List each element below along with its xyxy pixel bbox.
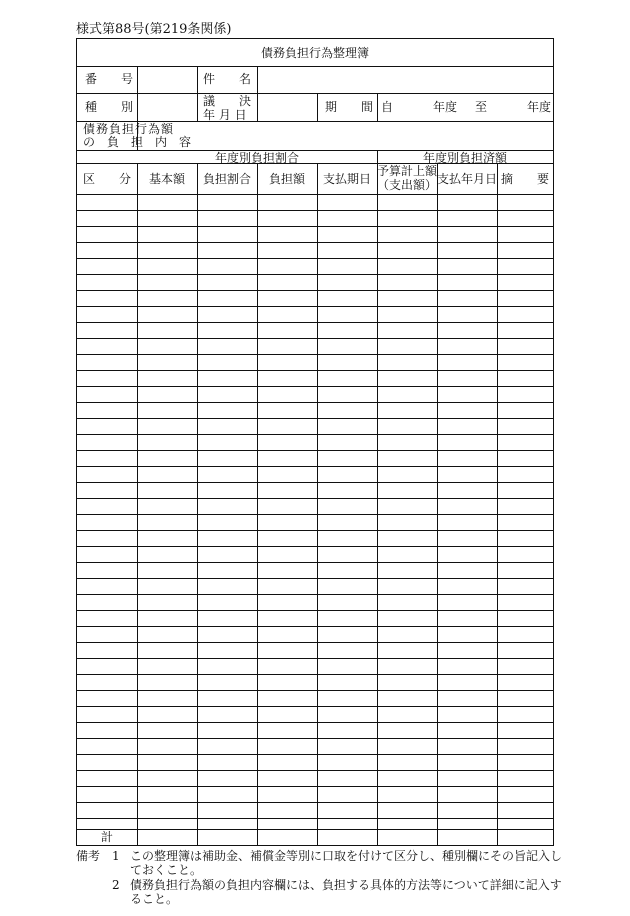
note-2-number: 2	[112, 878, 120, 892]
rule-title-bottom	[77, 66, 553, 67]
label-period: 期 間	[325, 100, 374, 114]
rule-total-top	[77, 829, 553, 830]
rule-number-bottom	[77, 93, 553, 94]
rule-row-37	[77, 802, 553, 803]
rule-row-23	[77, 578, 553, 579]
rule-row-20	[77, 530, 553, 531]
label-year-to: 年度	[527, 100, 552, 114]
rule-row-26	[77, 626, 553, 627]
rule-row-12	[77, 402, 553, 403]
rule-row-31	[77, 706, 553, 707]
col-due: 支払期日	[322, 172, 371, 186]
rule-row-34	[77, 754, 553, 755]
rule-row-22	[77, 562, 553, 563]
rule-row-35	[77, 770, 553, 771]
col-ratio: 負担割合	[202, 172, 251, 186]
rule-row-9	[77, 354, 553, 355]
notes-label: 備考	[76, 849, 101, 863]
rule-row-29	[77, 674, 553, 675]
rule-v-label2	[197, 66, 198, 121]
rule-v-value2	[257, 66, 258, 121]
note-1-line-1: この整理簿は補助金、補償金等別に口取を付けて区分し、種別欄にその旨記入し	[130, 849, 563, 863]
group-paid: 年度別負担済額	[422, 151, 507, 165]
label-content-1: 債務負担行為額	[83, 122, 175, 136]
label-type: 種 別	[85, 100, 134, 114]
rule-row-30	[77, 690, 553, 691]
col-remarks: 摘 要	[500, 172, 549, 186]
rule-row-32	[77, 722, 553, 723]
note-2-line-2: ること。	[130, 892, 179, 906]
label-number: 番 号	[85, 72, 134, 86]
col-paid-date: 支払年月日	[437, 172, 498, 186]
rule-row-7	[77, 322, 553, 323]
rule-row-25	[77, 610, 553, 611]
label-from: 自	[381, 100, 394, 114]
rule-row-5	[77, 290, 553, 291]
rule-row-28	[77, 658, 553, 659]
col-amount: 負担額	[268, 172, 305, 186]
label-year-from: 年度	[433, 100, 458, 114]
rule-row-6	[77, 306, 553, 307]
rule-v-period	[377, 93, 378, 121]
rule-row-18	[77, 498, 553, 499]
label-subject: 件 名	[203, 72, 252, 86]
rule-v-col-3	[317, 163, 318, 845]
ledger-frame	[76, 38, 554, 846]
label-resolution-1: 議 決	[203, 94, 252, 108]
label-content-2: の 負 担 内 容	[83, 135, 192, 149]
rule-row-14	[77, 434, 553, 435]
rule-row-11	[77, 386, 553, 387]
rule-v-number	[137, 66, 138, 121]
col-budget-2: （支出額）	[377, 178, 438, 192]
rule-v-resolution	[317, 93, 318, 121]
group-ratio: 年度別負担割合	[214, 151, 299, 165]
note-2-line-1: 債務負担行為額の負担内容欄には、負担する具体的方法等について詳細に記入す	[130, 878, 562, 892]
rule-row-36	[77, 786, 553, 787]
rule-v-col-6	[497, 163, 498, 845]
rule-row-3	[77, 258, 553, 259]
label-resolution-2: 年 月 日	[203, 108, 247, 122]
col-base: 基本額	[148, 172, 185, 186]
rule-row-15	[77, 450, 553, 451]
rule-row-13	[77, 418, 553, 419]
rule-row-8	[77, 338, 553, 339]
rule-row-16	[77, 466, 553, 467]
rule-row-10	[77, 370, 553, 371]
rule-row-17	[77, 482, 553, 483]
ledger-title: 債務負担行為整理簿	[260, 46, 369, 60]
note-1-number: 1	[112, 849, 120, 863]
rule-colhead-bottom	[77, 194, 553, 195]
label-to: 至	[475, 100, 488, 114]
col-budget-1: 予算計上額	[377, 164, 438, 178]
rule-row-21	[77, 546, 553, 547]
rule-row-33	[77, 738, 553, 739]
rule-row-2	[77, 242, 553, 243]
rule-v-col-2	[257, 163, 258, 845]
rule-v-col-1	[197, 163, 198, 845]
rule-v-col-4	[377, 163, 378, 845]
rule-row-38	[77, 818, 553, 819]
rule-row-27	[77, 642, 553, 643]
rule-row-0	[77, 210, 553, 211]
col-category: 区 分	[82, 172, 131, 186]
rule-row-24	[77, 594, 553, 595]
note-1-line-2: ておくこと。	[130, 863, 203, 877]
rule-v-col-5	[437, 163, 438, 845]
form-id: 様式第88号(第219条関係)	[76, 22, 232, 37]
rule-row-4	[77, 274, 553, 275]
total-label: 計	[100, 830, 113, 844]
rule-v-col-0	[137, 163, 138, 845]
rule-row-1	[77, 226, 553, 227]
rule-row-19	[77, 514, 553, 515]
